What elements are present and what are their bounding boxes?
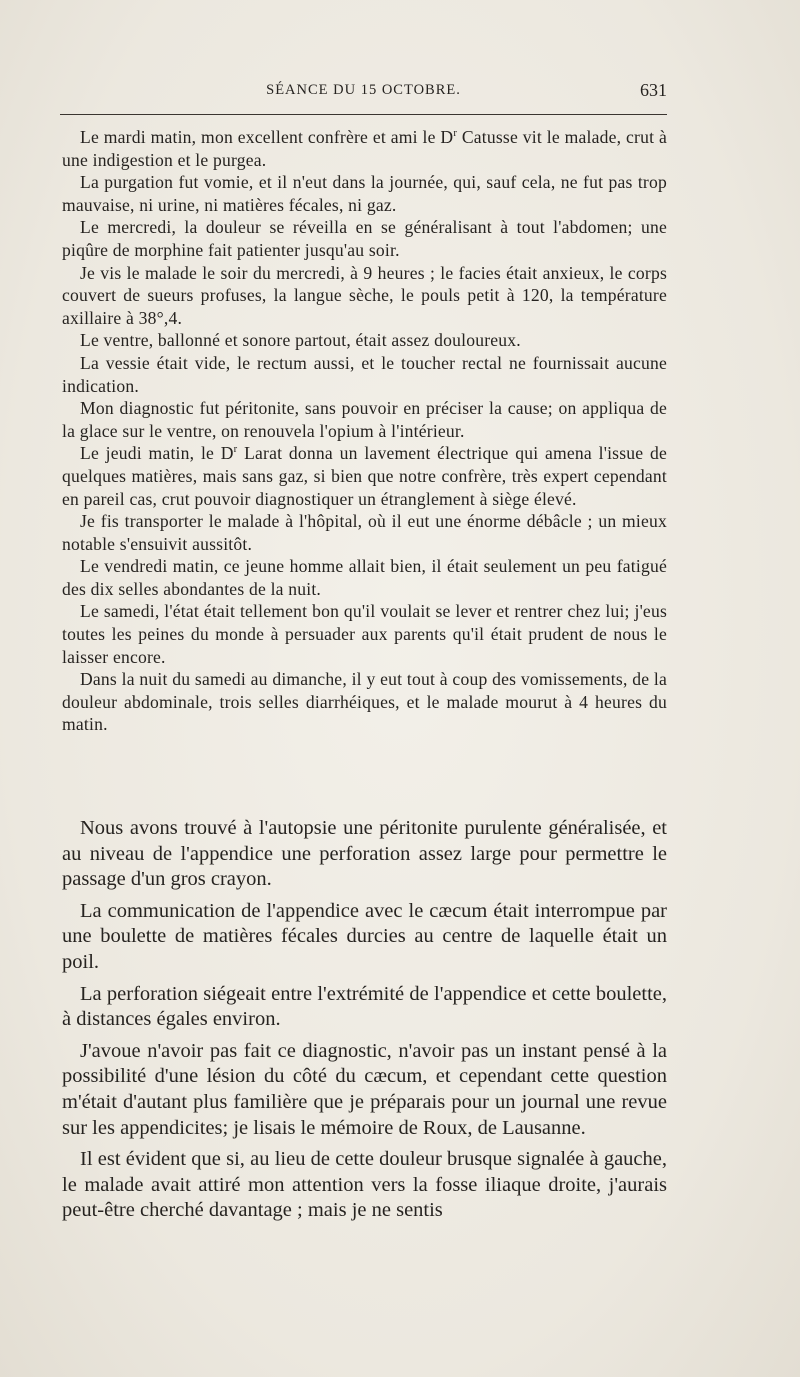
paragraph: Le samedi, l'état était tellement bon qu'il voulait se lever et rentrer chez lui; j'eus toutes les peines du monde à persuader aux parents qu'il était prudent de nous le laisser encore. — [62, 601, 667, 667]
paragraph: Le ventre, ballonné et sonore partout, était assez douloureux. — [80, 330, 521, 351]
paragraph: La purgation fut vomie, et il n'eut dans la journée, qui, sauf cela, ne fut pas trop mauvaise, ni urine, ni matières fécales, ni gaz. — [62, 172, 667, 215]
paragraph: Dans la nuit du samedi au dimanche, il y eut tout à coup des vomissements, de la douleur abdominale, trois selles diarrhéiques, et le malade mourut à 4 heures du matin. — [62, 669, 667, 735]
paragraph: Il est évident que si, au lieu de cette douleur brusque signalée à gauche, le malade avait attiré mon attention vers la fosse iliaque droite, j'aurais peut-être cherché davantage ; mais je ne sentis — [62, 1148, 667, 1222]
paragraph: La perforation siégeait entre l'extrémité de l'appendice et cette boulette, à distances égales environ. — [62, 982, 667, 1031]
paragraph: La communication de l'appendice avec le cæcum était interrompue par une boulette de matières fécales durcies au centre de laquelle était un poil. — [62, 899, 667, 973]
header-rule — [60, 114, 667, 115]
paragraph: Nous avons trouvé à l'autopsie une péritonite purulente généralisée, et au niveau de l'appendice une perforation assez large pour permettre le passage d'un gros crayon. — [62, 817, 667, 891]
page-header — [60, 78, 667, 102]
running-head: SÉANCE DU 15 OCTOBRE. — [266, 82, 461, 98]
paragraph: Le mercredi, la douleur se réveilla en se généralisant à tout l'abdomen; une piqûre de morphine fait patienter jusqu'au soir. — [62, 217, 667, 260]
case-report — [62, 126, 667, 736]
discussion — [62, 816, 667, 1224]
paragraph: La vessie était vide, le rectum aussi, et le toucher rectal ne fournissait aucune indication. — [62, 352, 667, 396]
paragraph: J'avoue n'avoir pas fait ce diagnostic, n'avoir pas un instant pensé à la possibilité d'une lésion du côté du cæcum, et cependant cette question m'était d'autant plus familière que je préparais pour un journal une revue sur les appendicites; je lisais le mémoire de Roux, de Lausanne. — [62, 1039, 667, 1139]
paragraph: Le vendredi matin, ce jeune homme allait bien, il était seulement un peu fatigué des dix selles abondantes de la nuit. — [62, 556, 667, 599]
paragraph: Mon diagnostic fut péritonite, sans pouvoir en préciser la cause; on appliqua de la glace sur le ventre, on renouvela l'opium à l'intérieur. — [62, 398, 667, 441]
paragraph: Je vis le malade le soir du mercredi, à 9 heures ; le facies était anxieux, le corps couvert de sueurs profuses, la langue sèche, le pouls petit à 120, la température axillaire à 38°,4. — [62, 262, 667, 328]
paragraph: Le jeudi matin, le $D^r$ Larat donna un lavement électrique qui amena l'issue de quelques matières, mais sans gaz, si bien que notre confrère, très expert cependant en pareil cas, crut pouvoir diagnostiquer un étranglement à siège élevé. — [62, 443, 667, 509]
paragraph: Je fis transporter le malade à l'hôpital, où il eut une énorme débâcle ; un mieux notable s'ensuivit aussitôt. — [62, 511, 667, 554]
paragraph: Le mardi matin, mon excellent confrère et ami le $D^r$ Catusse vit le malade, crut à une indigestion et le purgea. — [62, 127, 668, 170]
page-number: 631 — [640, 80, 667, 100]
